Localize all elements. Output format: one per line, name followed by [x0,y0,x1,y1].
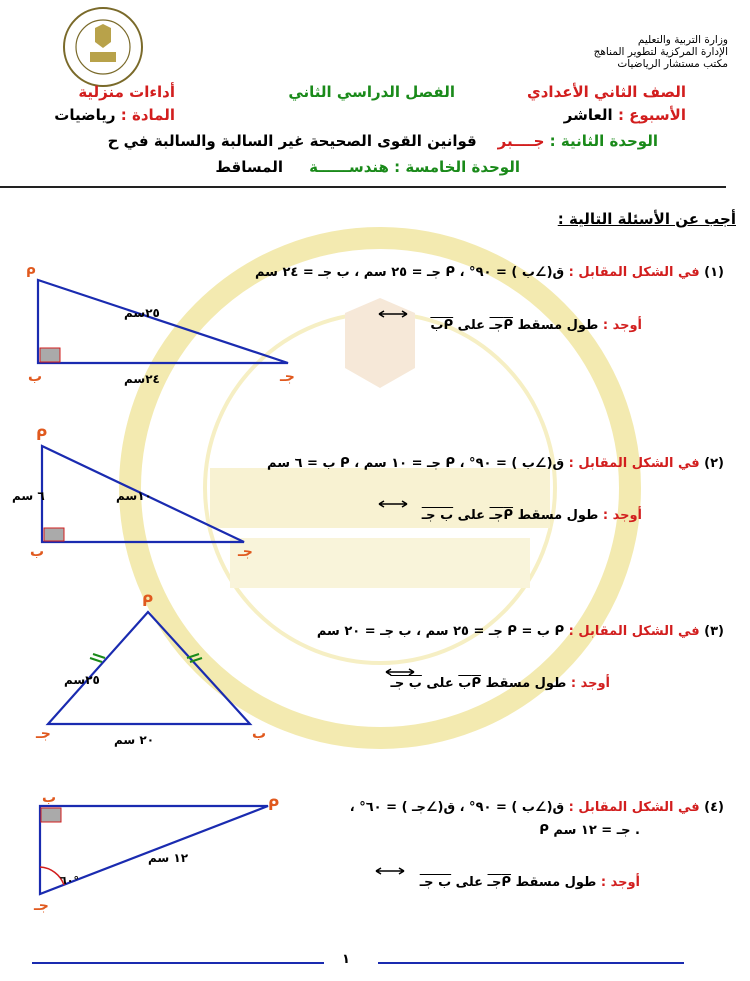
vertex-label-b: ب [252,726,267,742]
figure-1 [20,255,310,395]
subject-label: المادة : [120,106,175,124]
question-given: ق(∠ب ) = ٩٠° ، ᑭ جـ = ١٠ سم ، ᑭ ب = ٦ سم [267,456,565,471]
vertex-label-b: ب [42,790,57,806]
find-label: أوجد : [602,508,642,523]
line-arrow [384,668,416,676]
find-text: طول مسقط [515,875,597,890]
side-label-hyp: ١٢ سم [148,851,189,865]
find-1 [430,318,642,333]
vertex-label-c: جـ [280,369,295,385]
line-symbol: ᑭب [430,318,454,333]
triangle-1 [38,280,288,363]
find-label: أوجد : [570,676,610,691]
find-label: أوجد : [600,875,640,890]
line-symbol: ب جـ [419,875,452,890]
on-word: على [457,508,486,523]
line-symbol: ب جـ [390,676,422,691]
side-label-hyp: ٢٥سم [124,306,160,320]
homework-label: أداءات منزلية [78,83,175,101]
vertex-label-c: جـ [34,898,49,914]
question-4-line2: ᑭ جـ = ١٢ سم . [539,823,640,838]
tick-mark [90,658,102,662]
find-3 [390,676,610,691]
on-word: على [457,318,486,333]
question-number: (١) [704,265,724,280]
figure-3 [30,592,280,752]
instructions: أجب عن الأسئلة التالية : [557,210,736,228]
side-label-base: ٢٤سم [124,372,160,386]
vertex-label-b: ب [28,369,43,385]
question-number: (٤) [704,800,724,815]
unit2-label: الوحدة الثانية : [549,132,658,150]
footer-rule-right [378,962,684,964]
line-arrow [377,500,409,508]
question-1 [255,265,724,280]
question-lead: في الشكل المقابل : [568,265,700,280]
line-arrow [374,867,406,875]
triangle-3 [48,612,250,724]
ministry-line: الإدارة المركزية لتطوير المناهج [593,46,728,58]
vertex-label-a: ᑭ [26,266,36,281]
question-lead: في الشكل المقابل : [568,456,700,471]
unit2-branch: جــــبر [497,132,545,150]
unit5-title: المساقط [215,158,283,176]
side-label-vert: ٦ سم [12,489,45,503]
segment-symbol: ᑭجـ [489,508,514,523]
subject-row [54,106,175,124]
vertex-label-c: جـ [238,544,253,560]
ministry-line: وزارة التربية والتعليم [637,34,728,46]
unit5-branch: هندســــــة [309,158,389,176]
on-word: على [455,875,484,890]
vertex-label-a: ᑭ [142,592,154,610]
find-text: طول مسقط [485,676,567,691]
footer-rule-left [32,962,324,964]
grade-label: الصف الثاني الأعدادي [526,83,686,101]
question-number: (٣) [704,624,724,639]
line-symbol: ب جـ [421,508,454,523]
question-given: ᑭ ب = ᑭ جـ = ٢٥ سم ، ب جـ = ٢٠ سم [316,624,565,639]
question-3 [317,624,724,639]
subject-value: رياضيات [54,106,116,124]
question-lead: في الشكل المقابل : [568,800,700,815]
side-label-hyp: ١٠سم [116,489,152,503]
side-label-base: ٢٠ سم [114,733,155,747]
ministry-block [594,34,728,70]
week-row [564,106,686,124]
header-divider [0,186,726,188]
find-4 [420,875,640,890]
unit2-row [108,132,658,150]
find-label: أوجد : [602,318,642,333]
on-word: على [426,676,454,691]
question-4 [350,800,724,815]
find-text: طول مسقط [517,508,599,523]
week-value: العاشر [563,106,613,124]
angle-label: ٦٠° [60,874,79,887]
unit5-row [215,158,520,176]
question-number: (٢) [704,456,724,471]
ministry-logo [62,6,144,88]
unit5-label: الوحدة الخامسة : [394,158,520,176]
line-arrow [377,310,409,318]
vertex-label-b: ب [30,544,45,560]
vertex-label-a: ᑭ [36,426,48,444]
segment-symbol: ᑭب [458,676,482,691]
question-given: ق(∠ب ) = ٩٠° ، ᑭ جـ = ٢٥ سم ، ب جـ = ٢٤ سم [254,265,565,280]
figure-4 [24,792,286,917]
week-label: الأسبوع : [617,106,686,124]
question-2 [267,456,724,471]
right-angle-marker [40,348,60,362]
right-angle-marker [41,808,61,822]
term-label: الفصل الدراسي الثاني [288,83,455,101]
question-lead: في الشكل المقابل : [568,624,700,639]
right-angle-marker [44,528,64,541]
unit2-title: قوانين القوى الصحيحة غير السالبة والسالبة في ح [107,132,477,150]
question-given: ق(∠ب ) = ٩٠° ، ق(∠جـ ) = ٦٠° ، [349,800,565,815]
find-text: طول مسقط [517,318,599,333]
segment-symbol: ᑭجـ [489,318,514,333]
side-label-leg: ٢٥سم [64,673,100,687]
tick-mark [93,654,105,658]
figure-2 [12,422,266,562]
segment-symbol: ᑭجـ [487,875,512,890]
vertex-label-a: ᑭ [268,796,280,814]
vertex-label-c: جـ [36,726,51,742]
page-number: ١ [342,952,350,967]
find-2 [422,508,642,523]
ministry-line: مكتب مستشار الرياضيات [617,58,728,70]
